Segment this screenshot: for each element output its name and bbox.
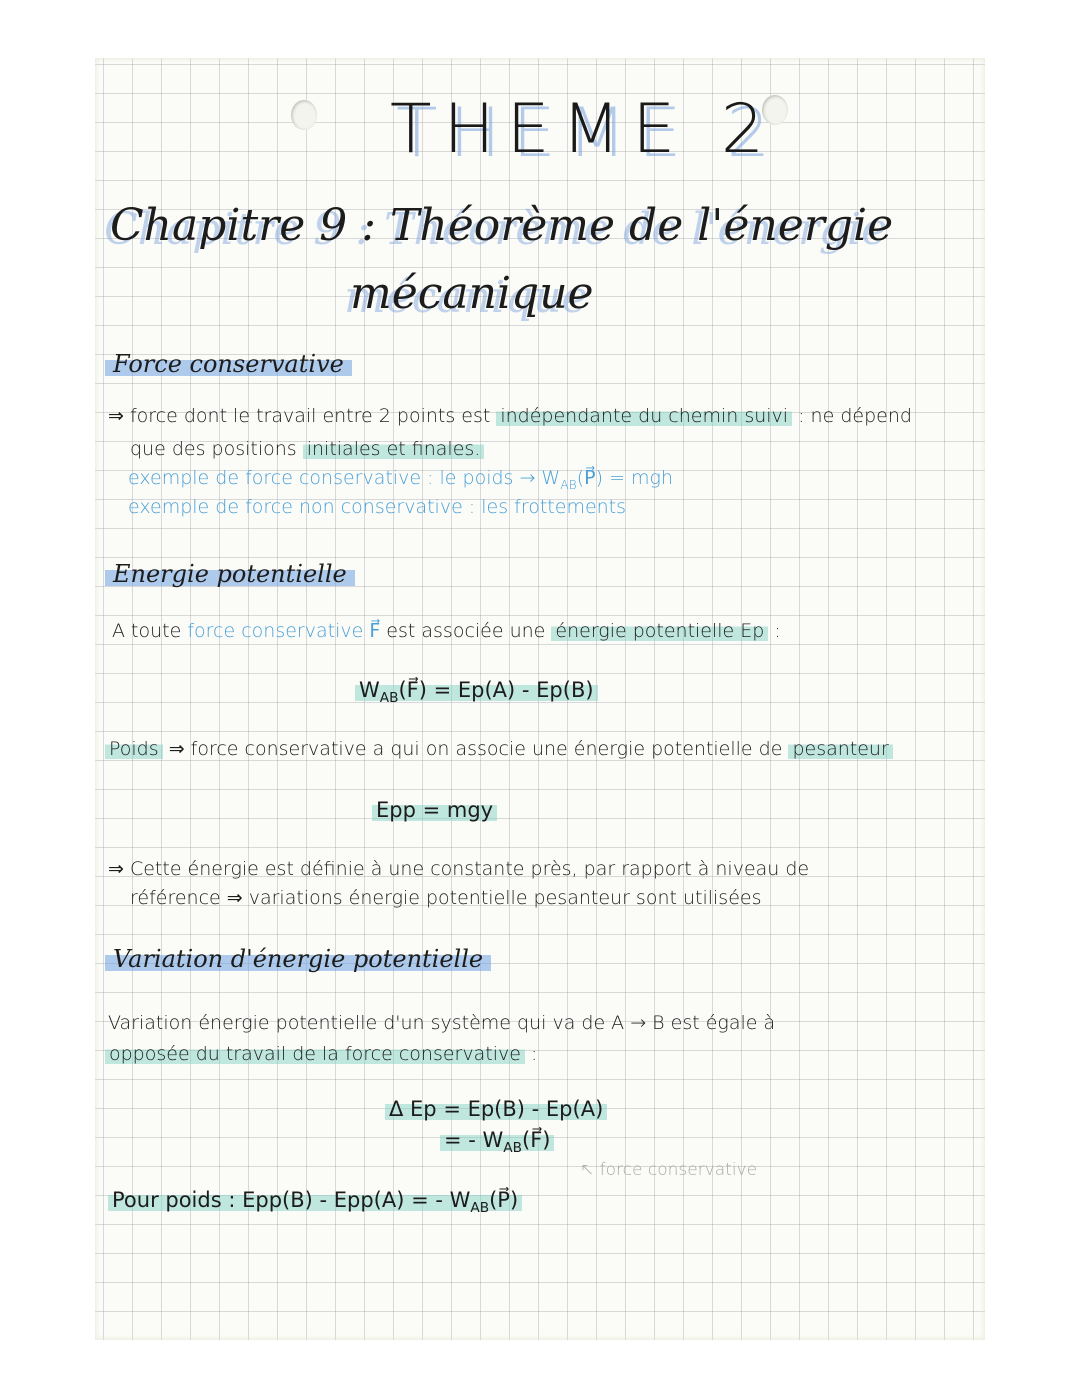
text: exemple de force conservative : le poids → W [128, 467, 561, 489]
text: (P⃗) = mgh [576, 467, 673, 489]
reference-note-line2: référence ⇒ variations énergie potentielle pesanteur sont utilisées [130, 887, 762, 909]
highlight-opposite-work: opposée du travail de la force conservative [105, 1043, 525, 1065]
text: = - W [444, 1128, 504, 1152]
heading-text: Force conservative [105, 350, 352, 378]
subscript: AB [379, 690, 399, 707]
section-heading-energie-potentielle [105, 560, 355, 588]
chapter-title-line2: mécanique [350, 268, 594, 319]
text: W [359, 678, 380, 702]
text: ⇒ force conservative a qui on associe une énergie potentielle de [162, 738, 789, 760]
text: Pour poids : Epp(B) - Epp(A) = - W [112, 1188, 471, 1212]
highlight-potential-energy: énergie potentielle Ep [551, 620, 768, 642]
poids-statement [105, 738, 893, 760]
force-definition-line1 [108, 405, 912, 427]
potential-energy-definition [112, 620, 781, 642]
reference-note-line1: ⇒ Cette énergie est définie à une constante près, par rapport à niveau de [108, 858, 810, 880]
example-conservative-force [128, 467, 673, 492]
variation-definition-line2 [105, 1043, 537, 1065]
subscript: AB [560, 477, 577, 492]
section-heading-variation [105, 945, 491, 973]
formula-work-potential [355, 678, 598, 706]
formula-pour-poids [108, 1188, 522, 1216]
highlight-poids: Poids [105, 738, 163, 760]
text: : ne dépend [792, 405, 912, 427]
highlight-initial-final: initiales et finales. [303, 438, 485, 460]
text: (F⃗) [522, 1128, 551, 1152]
highlight-independent-path: indépendante du chemin suivi [496, 405, 792, 427]
text: ⇒ force dont le travail entre 2 points est [108, 405, 497, 427]
text: A toute [112, 620, 188, 642]
highlight-pesanteur: pesanteur [788, 738, 892, 760]
example-non-conservative-force: exemple de force non conservative : les frottements [128, 496, 627, 518]
page-title: THEME 2 [390, 90, 777, 169]
heading-text: Variation d'énergie potentielle [105, 945, 491, 973]
text: (F⃗) = Ep(A) - Ep(B) [398, 678, 594, 702]
subscript: AB [503, 1140, 522, 1157]
subscript: AB [470, 1200, 490, 1217]
text: est associée une [380, 620, 552, 642]
annotation-force-conservative: ↖ force conservative [580, 1160, 758, 1180]
text: : [768, 620, 781, 642]
chapter-title-line1: Chapitre 9 : Théorème de l'énergie [110, 200, 894, 251]
text: Epp = mgy [372, 798, 497, 822]
text: Δ Ep = Ep(B) - Ep(A) [385, 1097, 607, 1121]
text: que des positions [130, 438, 303, 460]
formula-delta-ep-work [440, 1128, 554, 1156]
text: (P⃗) [489, 1188, 519, 1212]
variation-definition-line1: Variation énergie potentielle d'un système qui va de A → B est égale à [108, 1012, 776, 1034]
heading-text: Energie potentielle [105, 560, 355, 588]
blue-text-conservative-force: force conservative F⃗ [187, 620, 381, 642]
punch-hole-left [291, 100, 317, 130]
text: : [524, 1043, 538, 1065]
formula-delta-ep [385, 1097, 607, 1121]
section-heading-force-conservative [105, 350, 352, 378]
force-definition-line2 [130, 438, 484, 460]
formula-epp [372, 798, 497, 822]
